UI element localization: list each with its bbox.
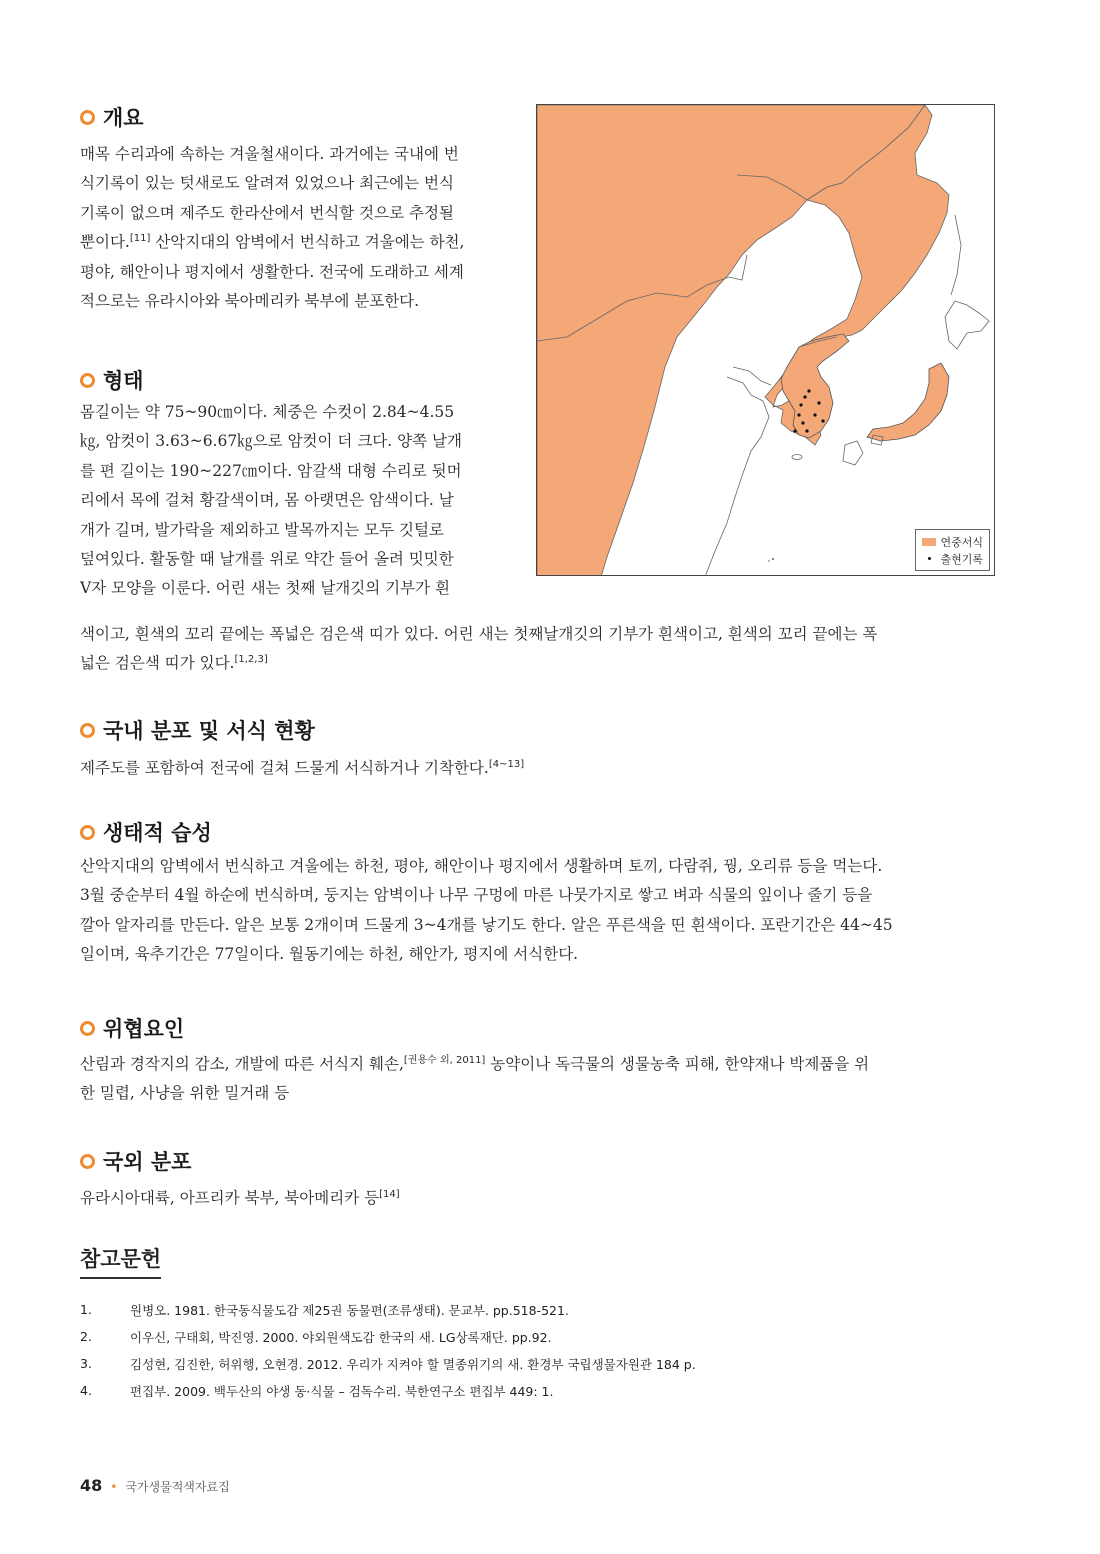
circle-bullet-icon — [80, 373, 95, 388]
map-graphic — [537, 105, 995, 576]
book-title: 국가생물적색자료집 — [125, 1480, 230, 1494]
page-footer — [80, 1476, 230, 1495]
citation: [권용수 외, 2011] — [403, 1055, 486, 1066]
citation: [11] — [129, 233, 151, 245]
map-legend — [915, 529, 990, 571]
circle-bullet-icon — [80, 723, 95, 738]
island-outline — [951, 215, 961, 295]
circle-bullet-icon — [80, 825, 95, 840]
reference-item: 4. 편집부. 2009. 백두산의 야생 동·식물 – 검독수리. 북한연구소 편집부 449: 1. — [80, 1383, 554, 1399]
record-dot — [813, 413, 816, 416]
record-dot — [807, 389, 810, 392]
references-title: 참고문헌 — [80, 1243, 161, 1279]
island-dot — [772, 558, 774, 560]
domestic-paragraph: 제주도를 포함하여 전국에 걸쳐 드물게 서식하거나 기착한다.[4~13] — [80, 759, 525, 777]
legend-item-range: 연중서식 — [922, 533, 983, 550]
section-title-overseas: 국외 분포 — [80, 1146, 191, 1176]
overseas-paragraph: 유라시아대륙, 아프리카 북부, 북아메리카 등[14] — [80, 1189, 400, 1207]
record-dot — [801, 421, 804, 424]
record-dot — [821, 419, 824, 422]
reference-item: 1. 원병오. 1981. 한국동식물도감 제25권 동물편(조류생태). 문교부. pp.518-521. — [80, 1302, 569, 1318]
threats-paragraph: 산림과 경작지의 감소, 개발에 따른 서식지 훼손,[권용수 외, 2011] 농약이나 독극물의 생물농축 피해, 한약재나 박제품을 위 한 밀렵, 사냥을 위한 밀거래 등 — [80, 1055, 870, 1103]
record-dot — [799, 403, 802, 406]
record-dot — [803, 395, 806, 398]
overview-paragraph: 매목 수리과에 속하는 겨울철새이다. 과거에는 국내에 번 식기록이 있는 텃새로도 알려져 있었으나 최근에는 번식 기록이 없으며 제주도 한라산에서 번식할 것으로 추정될 뿐이다.[11] 산악지대의 암벽에서 번식하고 겨울에는 하천, 평야, 해안이나 평지에서 생활한다. 전국에 도래하고 세계 적으로는 유라시아와 북아메리카 북부에 분포한다. — [80, 145, 465, 311]
morphology-paragraph-cont: 색이고, 흰색의 꼬리 끝에는 폭넓은 검은색 띠가 있다. 어린 새는 첫째날개깃의 기부가 흰색이고, 흰색의 꼬리 끝에는 폭 넓은 검은색 띠가 있다.[1,2,3] — [80, 625, 878, 673]
footer-separator: • — [110, 1480, 118, 1494]
record-dot — [805, 429, 808, 432]
section-title-morphology: 형태 — [80, 365, 144, 395]
ecology-paragraph: 산악지대의 암벽에서 번식하고 겨울에는 하천, 평야, 해안이나 평지에서 생활하며 토끼, 다람쥐, 꿩, 오리류 등을 먹는다. 3월 중순부터 4월 하순에 번식하며, 둥지는 암벽이나 나무 구멍에 마른 나뭇가지로 쌓고 벼과 식물의 잎이나 줄기 등을 깔아 알자리를 만든다. 알은 보통 2개이며 드물게 3~4개를 낳기도 한다. 알은 푸른색을 띤 흰색이다. 포란기간은 44~45 일이며, 육추기간은 77일이다. 월동기에는 하천, 해안가, 평지에 서식한다. — [80, 857, 893, 964]
reference-item: 2. 이우신, 구태회, 박진영. 2000. 야외원색도감 한국의 새. LG상록재단. pp.92. — [80, 1329, 552, 1345]
record-dot — [817, 401, 820, 404]
island-jeju — [792, 455, 802, 460]
page-number: 48 — [80, 1476, 103, 1495]
reference-item: 3. 김성현, 김진한, 허위행, 오현경. 2012. 우리가 지켜야 할 멸종위기의 새. 환경부 국립생물자원관 184 p. — [80, 1356, 696, 1372]
section-title-domestic: 국내 분포 및 서식 현황 — [80, 715, 315, 745]
island-outline — [843, 441, 863, 465]
dot-icon — [922, 557, 936, 560]
record-dot — [797, 413, 800, 416]
section-title-overview: 개요 — [80, 102, 144, 132]
section-title-threats: 위협요인 — [80, 1013, 184, 1043]
section-title-ecology: 생태적 습성 — [80, 817, 212, 847]
coastline — [705, 377, 769, 576]
circle-bullet-icon — [80, 1154, 95, 1169]
island-dot — [768, 560, 770, 562]
circle-bullet-icon — [80, 110, 95, 125]
circle-bullet-icon — [80, 1021, 95, 1036]
coastline — [733, 367, 771, 385]
citation: [14] — [379, 1189, 400, 1200]
range-japan — [867, 363, 949, 441]
citation: [1,2,3] — [234, 654, 268, 666]
citation: [4~13] — [488, 759, 525, 770]
legend-item-records: 출현기록 — [922, 550, 983, 567]
references-list — [80, 1296, 696, 1404]
legend-swatch — [922, 538, 936, 546]
island-outline — [945, 301, 989, 349]
morphology-paragraph: 몸길이는 약 75~90㎝이다. 체중은 수컷이 2.84~4.55 ㎏, 암컷이 3.63~6.67㎏으로 암컷이 더 크다. 양쪽 날개 를 편 길이는 190~227㎝이다. 암갈색 대형 수리로 뒷머 리에서 목에 걸쳐 황갈색이며, 몸 아랫면은 암색이다. 날 개가 길며, 발가락을 제외하고 발목까지는 모두 깃털로 덮여있다. 활동할 때 날개를 위로 약간 들어 올려 밋밋한 V자 모양을 이룬다. 어린 새는 첫째 날개깃의 기부가 흰 — [80, 403, 462, 598]
record-dot — [793, 429, 796, 432]
distribution-map — [536, 104, 995, 576]
